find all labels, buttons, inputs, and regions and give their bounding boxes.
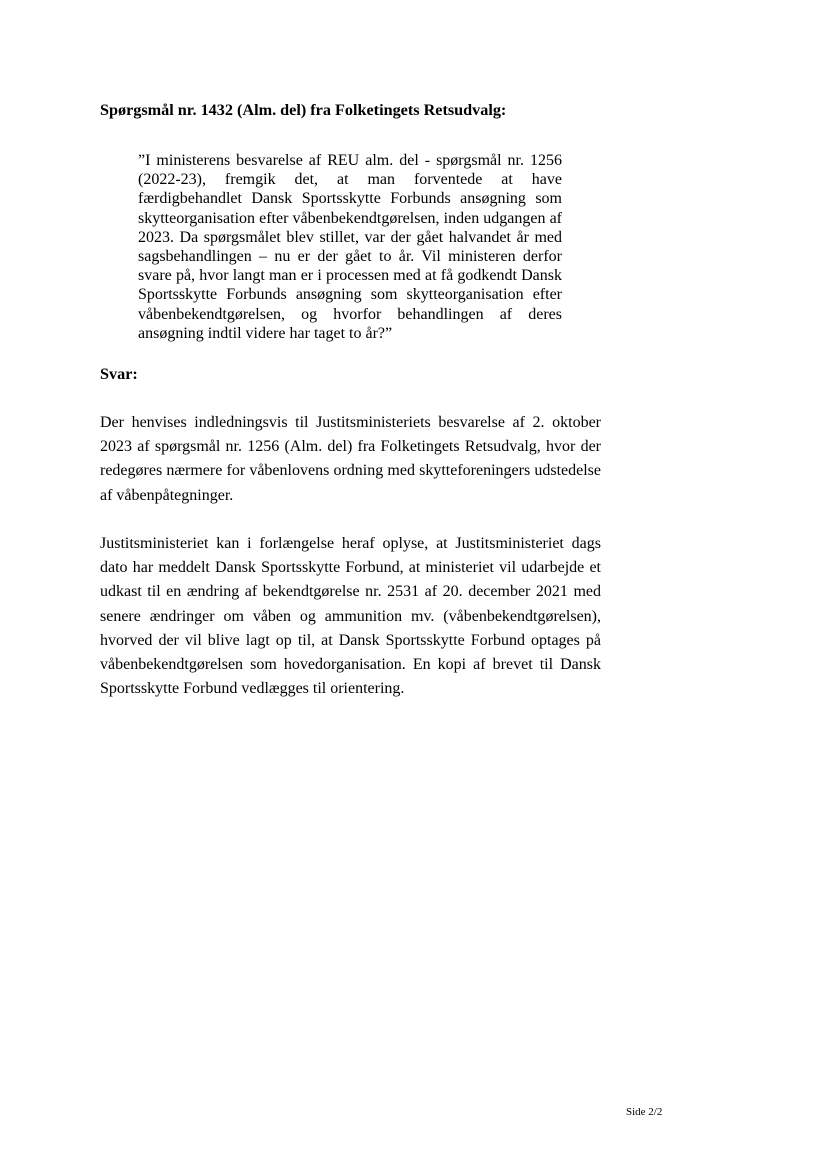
answer-paragraph: Der henvises indledningsvis til Justitsministeriets besvarelse af 2. oktober 2023 af spørgsmål nr. 1256 (Alm. del) fra Folketingets Retsudvalg, hvor der redegøres nærmere for våbenlovens ordning med skytteforeningers udstedelse af våbenpåtegninger. [100,414,601,504]
question-quote: ”I ministerens besvarelse af REU alm. del - spørgsmål nr. 1256 (2022-23), fremgik det, at man forventede at have færdigbehandlet Dansk Sportsskytte Forbunds ansøgning som skytteorganisation efter våbenbekendtgørelsen, inden udgangen af 2023. Da spørgsmålet blev stillet, var der gået halvandet år med sagsbehandlingen – nu er der gået to år. Vil ministeren derfor svare på, hvor langt man er i processen med at få godkendt Dansk Sportsskytte Forbunds ansøgning som skytteorganisation efter våbenbekendtgørelsen, og hvorfor behandlingen af deres ansøgning indtil videre har taget to år?” [138,152,562,342]
page-number: Side 2/2 [626,1106,663,1118]
question-heading: Spørgsmål nr. 1432 (Alm. del) fra Folketingets Retsudvalg: [100,101,507,119]
answer-paragraph: Justitsministeriet kan i forlængelse heraf oplyse, at Justitsministeriet dags dato har meddelt Dansk Sportsskytte Forbund, at ministeriet vil udarbejde et udkast til en ændring af bekendtgørelse nr. 2531 af 20. december 2021 med senere ændringer om våben og ammunition mv. (våbenbekendtgørelsen), hvorved der vil blive lagt op til, at Dansk Sportsskytte Forbund optages på våbenbekendtgørelsen som hovedorganisation. En kopi af brevet til Dansk Sportsskytte Forbund vedlægges til orientering. [100,535,601,698]
answer-heading: Svar: [100,365,138,383]
